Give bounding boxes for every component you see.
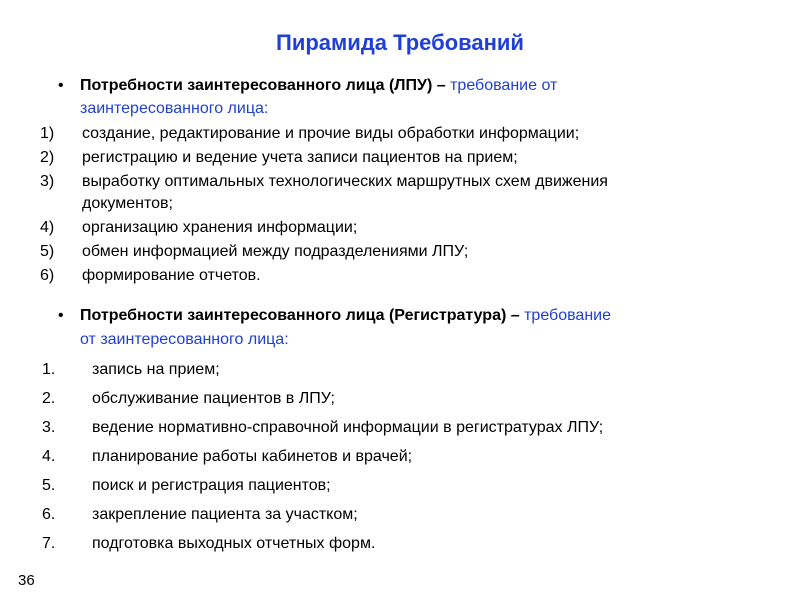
list-item-cont: документов; — [82, 195, 173, 212]
list-item-num: 4) — [40, 219, 55, 236]
list-item: организацию хранения информации; — [82, 219, 358, 236]
list-item: поиск и регистрация пациентов; — [92, 477, 331, 494]
section-lpu-heading-bold: Потребности заинтересованного лица (ЛПУ) – — [80, 77, 446, 94]
list-item-num: 5) — [40, 243, 55, 260]
list-item: закрепление пациента за участком; — [92, 506, 358, 523]
list-item: регистрацию и ведение учета записи пациентов на прием; — [82, 149, 518, 166]
list-item-num: 5. — [42, 477, 56, 494]
section-lpu-heading-blue: требование от — [445, 77, 558, 94]
list-item: обслуживание пациентов в ЛПУ; — [92, 390, 335, 407]
section-registry-heading-bold: Потребности заинтересованного лица (Регистратура) – — [80, 307, 520, 324]
list-item-num: 2) — [40, 149, 55, 166]
bullet-icon: • — [58, 307, 64, 324]
section-registry-heading-cont: от заинтересованного лица: — [80, 331, 289, 348]
list-item-num: 4. — [42, 448, 56, 465]
bullet-icon: • — [58, 77, 64, 94]
list-item-num: 6. — [42, 506, 56, 523]
list-item: обмен информацией между подразделениями ЛПУ; — [82, 243, 469, 260]
slide-title: Пирамида Требований — [276, 30, 524, 55]
section-lpu-heading-cont: заинтересованного лица: — [80, 100, 269, 117]
list-item-num: 6) — [40, 267, 55, 284]
list-item-num: 3) — [40, 173, 55, 190]
list-item: ведение нормативно-справочной информации в регистратурах ЛПУ; — [92, 419, 604, 436]
section-registry-heading — [80, 306, 611, 326]
list-item: формирование отчетов. — [82, 267, 261, 284]
list-item: создание, редактирование и прочие виды обработки информации; — [82, 125, 580, 142]
list-item: выработку оптимальных технологических маршрутных схем движения — [82, 173, 608, 190]
list-item: запись на прием; — [92, 361, 220, 378]
section-lpu-heading — [80, 76, 557, 96]
list-item-num: 3. — [42, 419, 56, 436]
section-registry-heading-blue: требование — [519, 307, 611, 324]
list-item: подготовка выходных отчетных форм. — [92, 535, 376, 552]
list-item-num: 1. — [42, 361, 56, 378]
list-item-num: 2. — [42, 390, 56, 407]
list-item-num: 1) — [40, 125, 55, 142]
list-item: планирование работы кабинетов и врачей; — [92, 448, 413, 465]
list-item-num: 7. — [42, 535, 56, 552]
page-number: 36 — [18, 572, 35, 589]
